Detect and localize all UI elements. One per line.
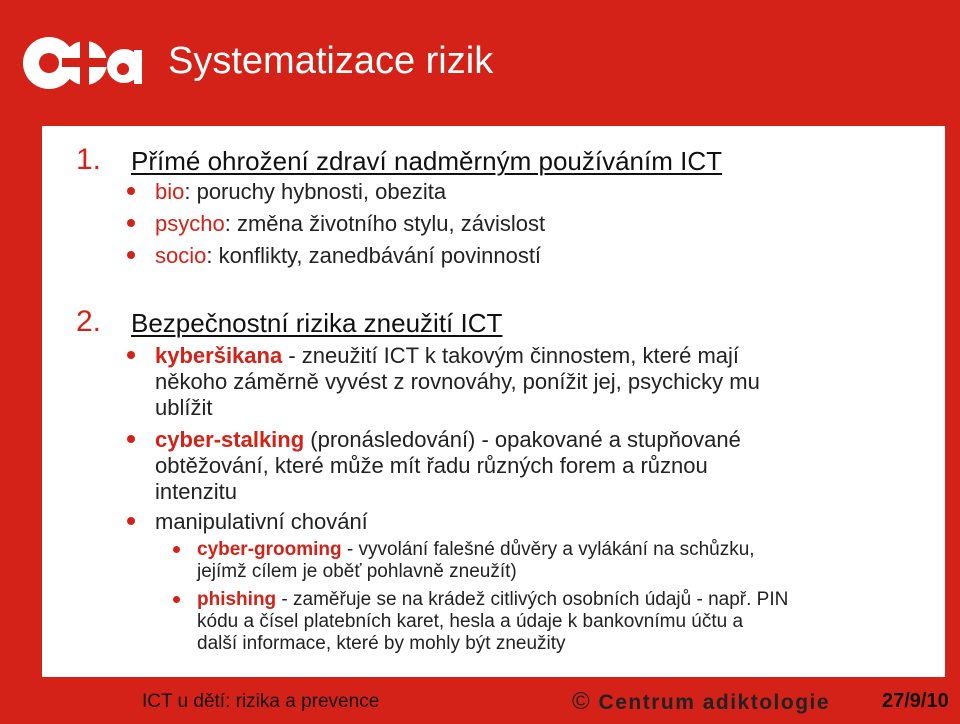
section-1-item: psycho: změna životního stylu, závislost (155, 211, 546, 236)
grooming-line: cyber-grooming - vyvolání falešné důvěry a vylákání na schůzku, (197, 539, 755, 560)
bullet-icon (127, 517, 135, 525)
section-2-number: 2. (76, 305, 102, 338)
section-1-item: bio: poruchy hybnosti, obezita (155, 179, 447, 204)
page-number: 27/9/10 (882, 690, 949, 712)
bullet-icon (127, 187, 135, 195)
section-1-heading: Přímé ohrožení zdraví nadměrným používáním ICT (131, 146, 723, 176)
phishing-line: další informace, které by mohly být zneužity (197, 633, 566, 654)
bullet-icon (173, 596, 180, 603)
copyright-icon: © (572, 688, 592, 715)
footer-title: ICT u dětí: rizika a prevence (142, 691, 380, 712)
bullet-icon (127, 251, 135, 259)
stalking-line: cyber-stalking (pronásledování) - opakované a stupňované (155, 427, 741, 452)
bullet-icon (127, 219, 135, 227)
logo-icon (22, 36, 146, 90)
manipulation-label: manipulativní chování (155, 509, 368, 534)
bullet-icon (127, 435, 135, 443)
footer-organization: © Centrum adiktologie (572, 688, 831, 715)
kybersikana-line: někoho záměrně vyvést z rovnováhy, ponížit jej, psychicky mu (155, 369, 760, 394)
page-title: Systematizace rizik (168, 40, 494, 82)
kybersikana-line: kyberšikana - zneužití ICT k takovým činnostem, které mají (155, 343, 740, 368)
phishing-line: kódu a čísel platebních karet, hesla a údaje k bankovnímu účtu a (197, 611, 744, 632)
section-2-heading: Bezpečnostní rizika zneužití ICT (131, 308, 503, 338)
stalking-line: intenzitu (155, 479, 237, 504)
bullet-icon (127, 351, 135, 359)
phishing-line: phishing - zaměřuje se na krádež citlivých osobních údajů - např. PIN (197, 589, 789, 610)
section-1-item: socio: konflikty, zanedbávání povinností (155, 243, 542, 268)
kybersikana-line: ublížit (155, 395, 213, 420)
bullet-icon (173, 546, 180, 553)
stalking-line: obtěžování, které může mít řadu různých forem a různou (155, 453, 708, 478)
section-1-number: 1. (76, 143, 102, 176)
grooming-line: jejímž cílem je oběť pohlavně zneužít) (197, 561, 517, 582)
